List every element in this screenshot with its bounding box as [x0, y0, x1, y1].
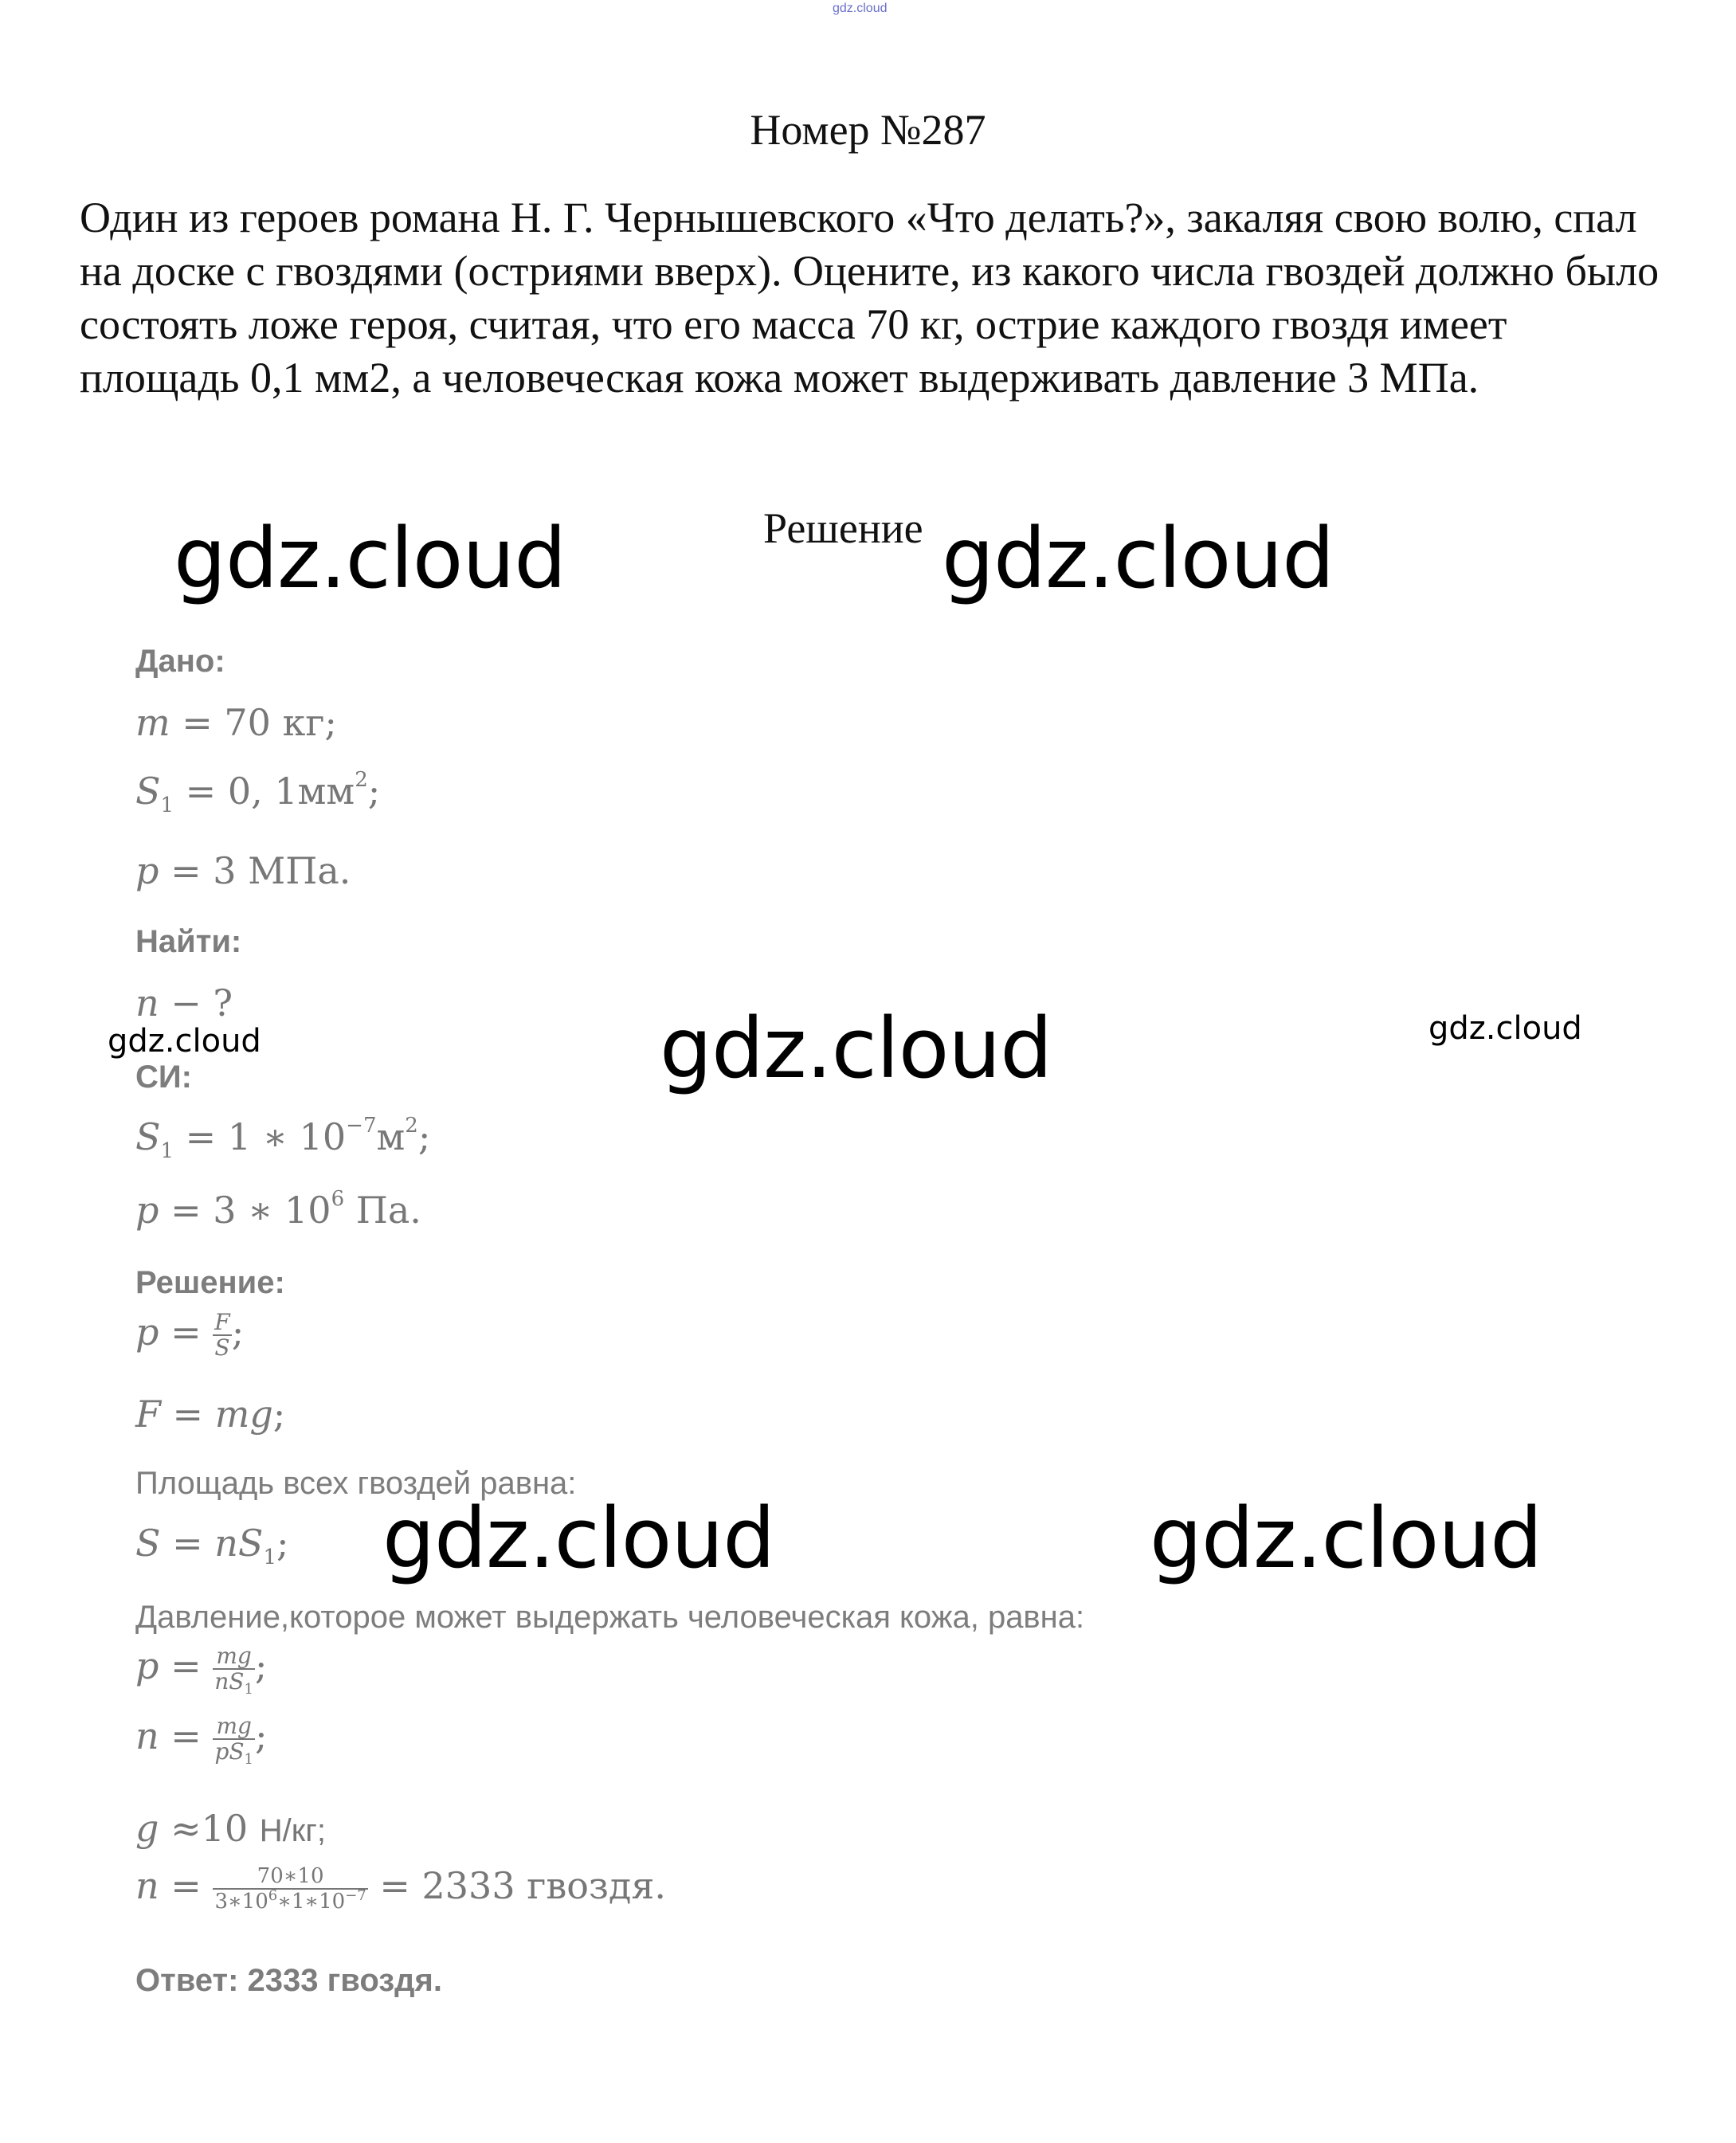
given-mass: m = 70 кг; [135, 701, 337, 744]
text-pressure: Давление,которое может выдержать человеческая кожа, равна: [135, 1600, 1085, 1635]
watermark-small: gdz.cloud [1428, 1010, 1582, 1047]
formula-result: n = $\frac{70∗10}{3∗10^6∗1∗10^{-7}}$ = 2333 гвоздя. [135, 1864, 666, 1914]
find-value: n − ? [135, 981, 233, 1024]
text-area: Площадь всех гвоздей равна: [135, 1466, 577, 1501]
formula-pressure: p = $\frac{F}{S}$ ; [135, 1309, 245, 1361]
formula-total-area: $S = nS_1$; [135, 1522, 289, 1569]
given-pressure: p = 3 МПа. [135, 849, 351, 892]
formula-force: F = mg; [135, 1393, 286, 1436]
solution-heading: Решение [763, 504, 923, 552]
watermark: gdz.cloud [942, 510, 1334, 607]
si-area: $S_1 = 1$ ∗ $10^{-7}м^2$; [135, 1114, 431, 1163]
given-area: $S_1 = 0$, $1мм^2$; [135, 768, 381, 817]
find-label: Найти: [135, 924, 242, 959]
watermark: gdz.cloud [1150, 1490, 1542, 1587]
watermark: gdz.cloud [382, 1490, 775, 1587]
site-watermark-top: gdz.cloud [833, 2, 888, 15]
answer: Ответ: 2333 гвоздя. [135, 1963, 442, 1998]
formula-count: n = $\frac{mg}{pS_1}$ ; [135, 1713, 268, 1768]
problem-statement: Один из героев романа Н. Г. Чернышевского «Что делать?», закаляя свою волю, спал на доске с гвоздями (остриями вверх). Оцените, из какого числа гвоздей должно было состоять ложе героя, считая, что его масса 70 кг, острие каждого гвоздя имеет площадь 0,1 мм2, а человеческая кожа может выдерживать давление 3 МПа. [80, 194, 1660, 402]
gravity-value: g ≈10 Н/кг; [135, 1807, 326, 1850]
si-pressure: p = 3 ∗ $10^6$ Па. [135, 1187, 421, 1232]
watermark: gdz.cloud [174, 510, 566, 607]
page-title: Номер №287 [750, 106, 986, 154]
given-label: Дано: [135, 644, 225, 679]
watermark-small: gdz.cloud [108, 1023, 261, 1060]
watermark: gdz.cloud [660, 1000, 1052, 1097]
si-label: СИ: [135, 1060, 192, 1095]
formula-skin-pressure: p = $\frac{mg}{nS_1}$ ; [135, 1643, 268, 1698]
solution-label: Решение: [135, 1265, 285, 1300]
